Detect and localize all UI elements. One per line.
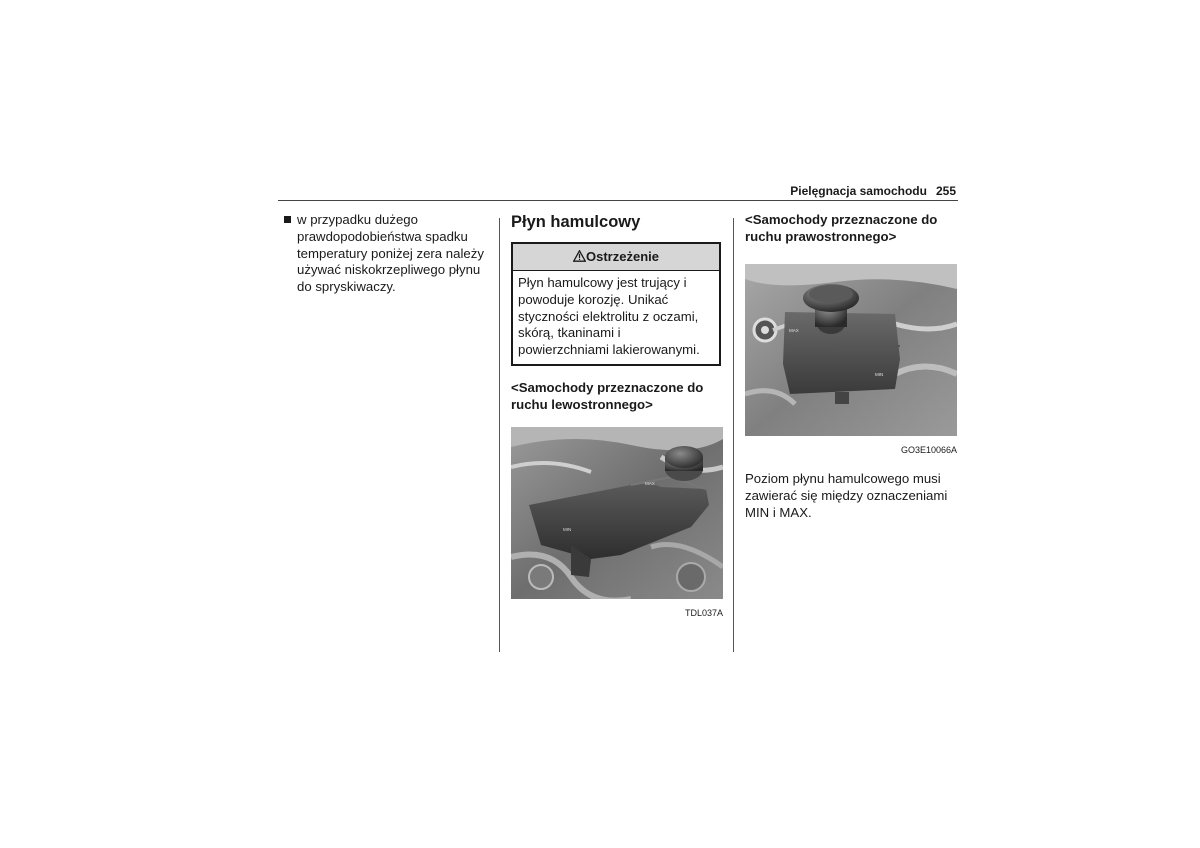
min-mark: MIN [875,371,884,377]
bullet-text: w przypadku dużego prawdopodobieństwa spadku temperatury poniżej zera należy używać niskokrzepliwego płynu do spryskiwaczy. [297,212,484,295]
min-mark: MIN [563,526,572,532]
photo-caption-rhd: GO3E10066A [900,444,957,455]
column-divider-1 [499,218,500,652]
warning-heading: Ostrzeżenie [586,249,659,264]
warning-text: Płyn hamulcowy jest trujący i powoduje korozję. Unikać styczności elektrolitu z oczami, skórą, tkaninami i powierzchniami lakierowanymi. [518,275,700,358]
warning-box [511,242,721,366]
max-mark: MAX [645,480,655,486]
header-rule [278,200,958,201]
brake-fluid-reservoir-photo-rhd [745,264,957,436]
subheading-lhd: <Samochody przeznaczone do ruchu lewostronnego> [511,379,704,412]
column-3 [745,212,957,521]
photo-caption-lhd: TDL037A [684,607,723,618]
section-title: Pielęgnacja samochodu [790,184,927,198]
brake-fluid-reservoir-photo-lhd [511,427,723,599]
section-heading: Płyn hamulcowy [511,213,641,231]
subheading-rhd: <Samochody przeznaczone do ruchu prawostronnego> [745,212,938,244]
warning-triangle-icon [573,250,586,262]
running-header [790,184,956,198]
body-paragraph: Poziom płynu hamulcowego musi zawierać się między oznaczeniami MIN i MAX. [745,471,948,521]
column-divider-2 [733,218,734,652]
page-number: 255 [935,184,956,198]
column-1 [284,212,494,296]
column-2 [511,212,723,621]
max-mark: MAX [789,327,799,333]
list-item [284,212,494,296]
warning-header [513,244,719,271]
square-bullet-icon [284,216,291,223]
